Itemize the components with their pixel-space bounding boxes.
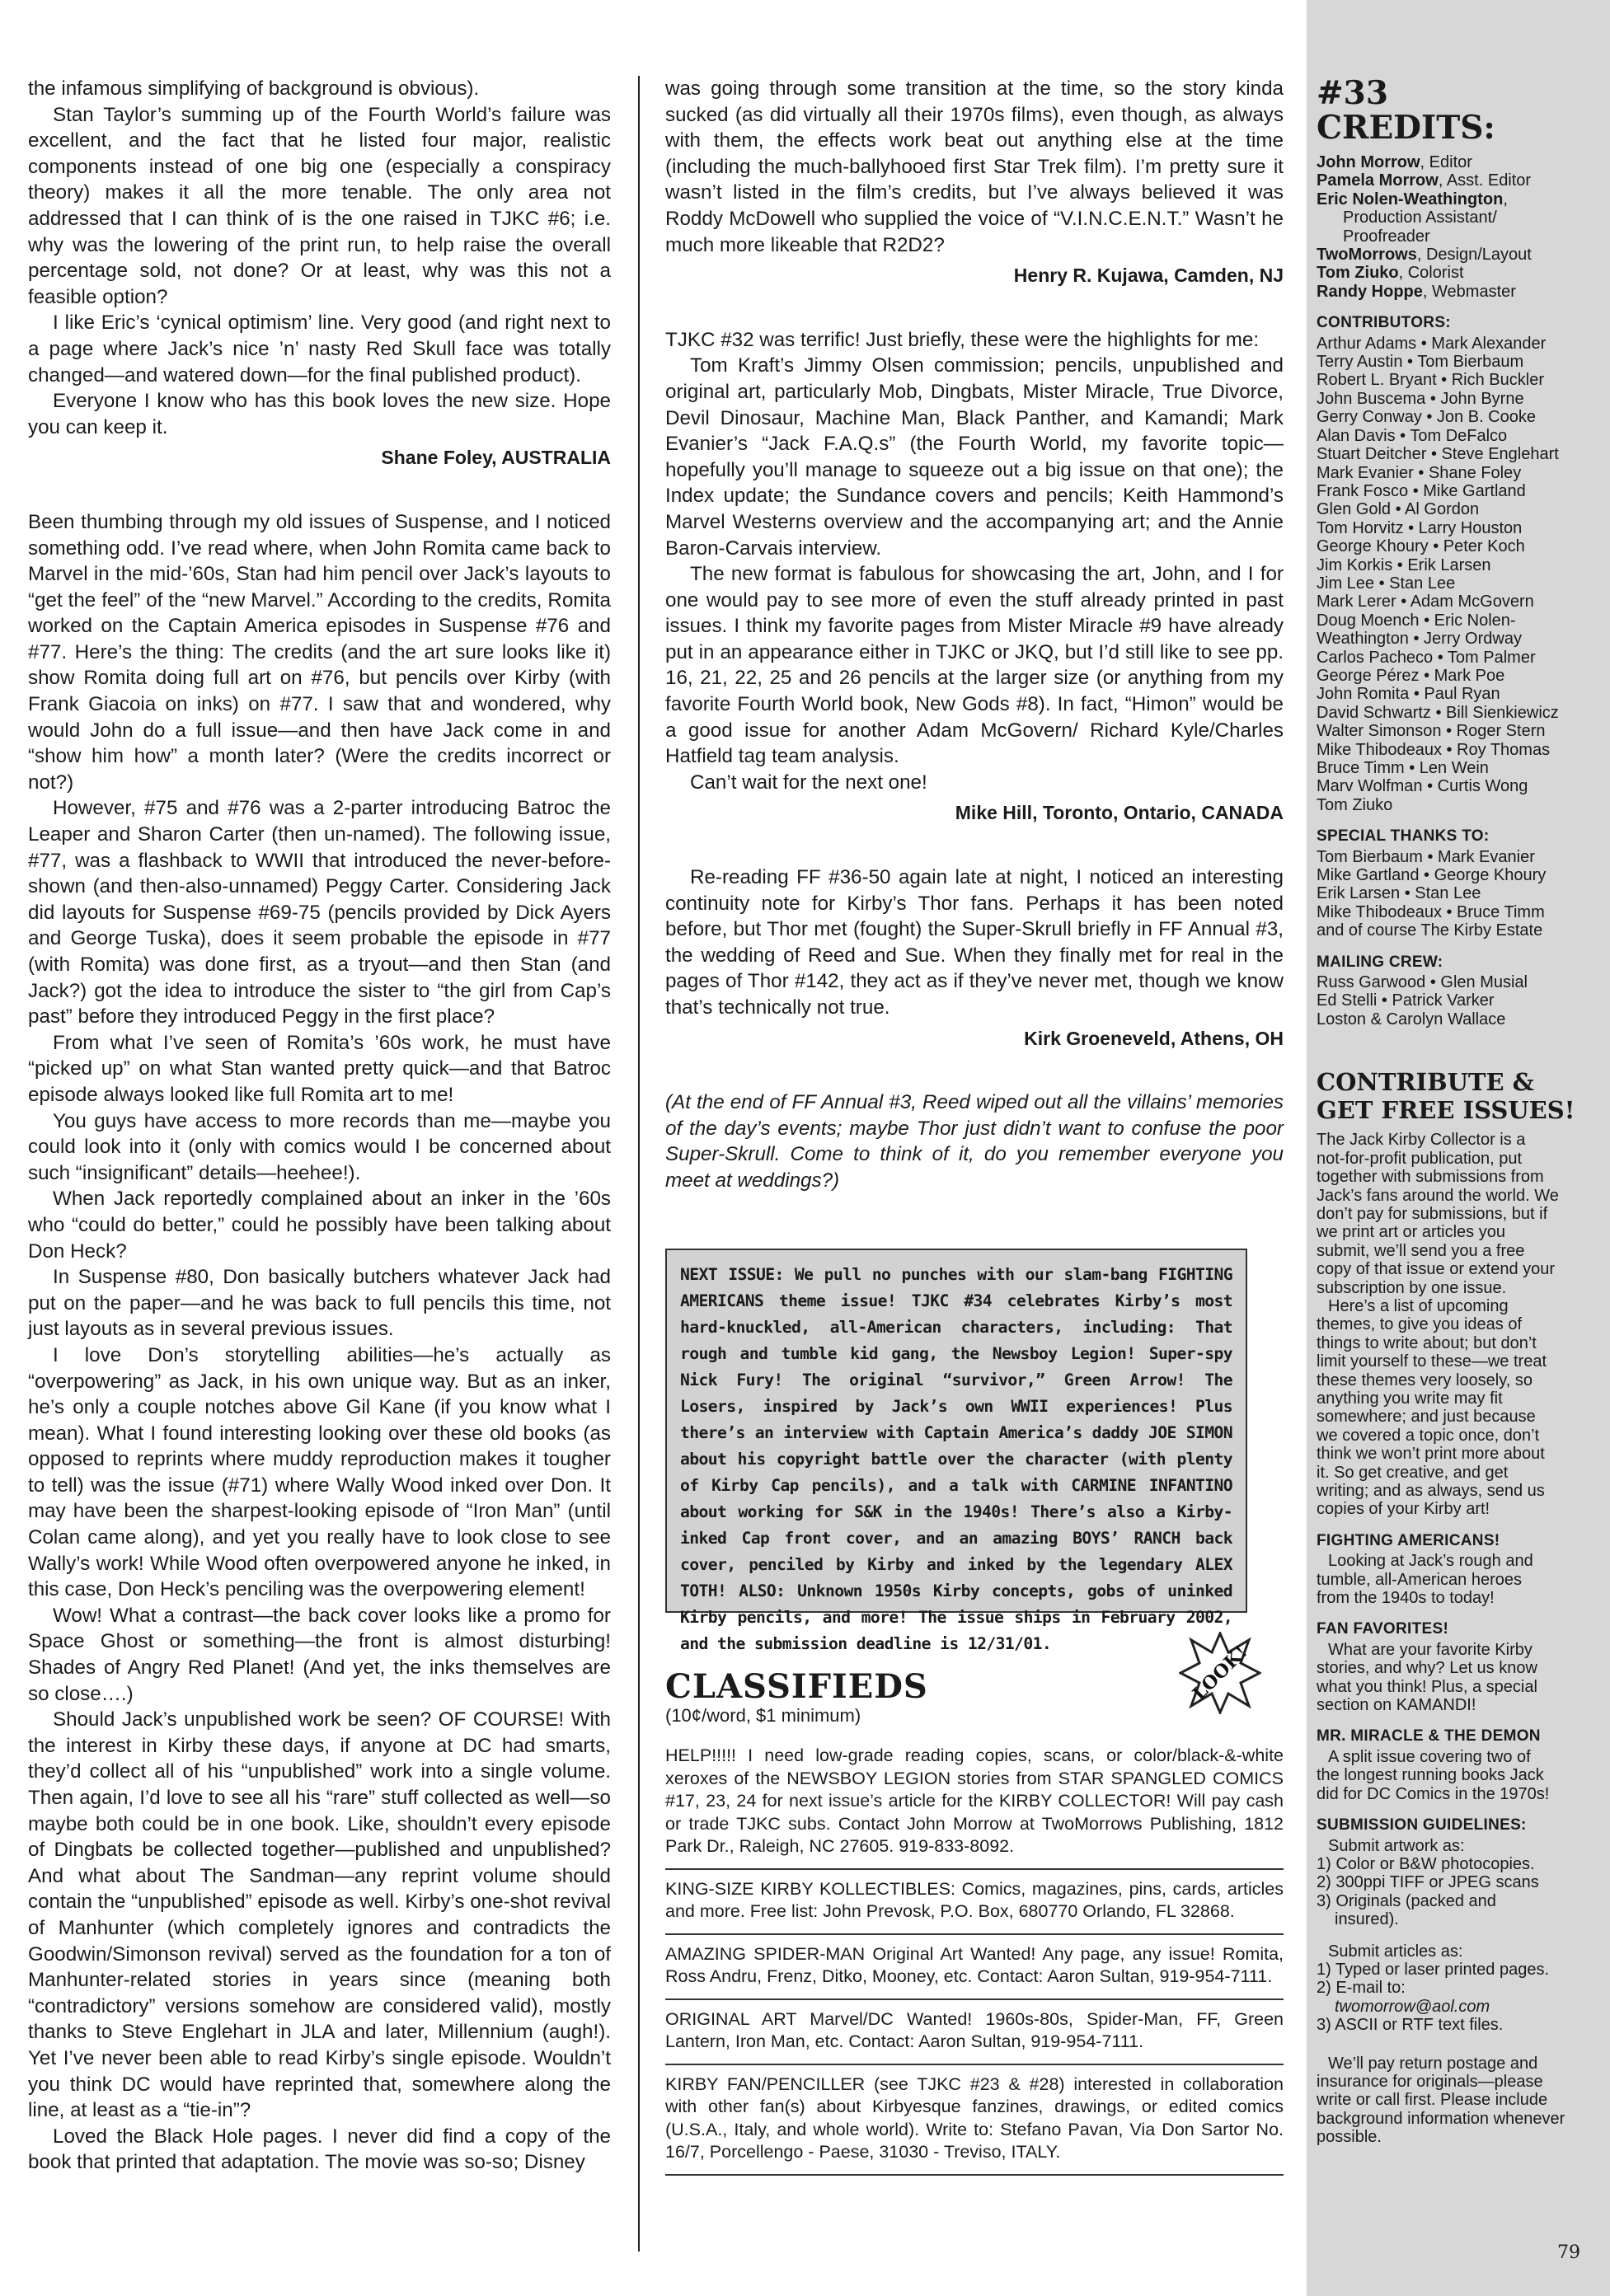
letter-signature: Kirk Groeneveld, Athens, OH (1024, 1027, 1284, 1049)
themes-line: these themes very loosely, so (1317, 1371, 1533, 1389)
staff-name: John Morrow (1317, 153, 1420, 171)
classified-ad: KING-SIZE KIRBY KOLLECTIBLES: Comics, magazines, pins, cards, articles and more. Free list: John Prevosk, P.O. Box, 680770 Orlando, FL 32868. (665, 1870, 1284, 1935)
contribute-line: Jack’s fans around the world. We (1317, 1186, 1559, 1205)
contributor-line: Frank Fosco • Mike Gartland (1317, 481, 1526, 500)
topic-line: A split issue covering two of (1328, 1747, 1531, 1766)
guideline-line: Submit artwork as: (1328, 1836, 1465, 1855)
contribute-text (1317, 1131, 1577, 1297)
guideline-line: 2) E-mail to: (1317, 1979, 1406, 1998)
letter-paragraph: The new format is fabulous for showcasing the art, John, and I for one would pay to see more of even the stuff already printed in past issues. I think my favorite pages from Mister Miracle #9 have already put in an appearance either in TJKC or JKQ, but I’d still like to see pp. 16, 21, 22, 25 and 26 pencils at the larger size (or anything from my favorite Fourth World book, New Gods #8). In fact, “Himon” would be a good issue for another Adam McGovern/ Richard Kyle/Charles Hatfield tag team analysis. (665, 563, 1284, 768)
themes-line: Here’s a list of upcoming (1328, 1296, 1509, 1315)
letter-paragraph: You guys have access to more records than me—maybe you could look into it (only with comics would I be concerned about such “insignificant” details—heehee!). (28, 1109, 611, 1184)
topic-line: stories, and why? Let us know (1317, 1659, 1537, 1678)
contributors-list (1317, 335, 1577, 815)
contributor-line: Tom Ziuko (1317, 795, 1393, 814)
topic-line: from the 1940s to today! (1317, 1589, 1495, 1608)
contributor-line: George Pérez • Mark Poe (1317, 666, 1505, 685)
classified-ads (665, 1736, 1284, 2176)
staff-name: TwoMorrows (1317, 246, 1417, 265)
mailing-heading: MAILING CREW: (1317, 953, 1443, 971)
guideline-line: 3) Originals (packed and (1317, 1891, 1496, 1910)
staff-role: , Editor (1420, 153, 1472, 171)
staff-role: , Webmaster (1422, 282, 1516, 301)
contributor-line: Walter Simonson • Roger Stern (1317, 722, 1546, 741)
letter-paragraph: Wow! What a contrast—the back cover looks like a promo for Space Ghost or something—the front is almost disturbing! Shades of Angry Red Planet! (And yet, the inks themselves are so close….) (28, 1604, 611, 1705)
contributor-line: Mark Evanier • Shane Foley (1317, 463, 1522, 482)
themes-line: somewhere; and just because (1317, 1408, 1536, 1427)
letter-signature: Mike Hill, Toronto, Ontario, CANADA (955, 802, 1284, 824)
contributor-line: Mark Lerer • Adam McGovern (1317, 593, 1534, 611)
staff-role: , Colorist (1398, 264, 1464, 283)
staff-list (1317, 153, 1577, 301)
mailing-line: Loston & Carolyn Wallace (1317, 1010, 1506, 1029)
returns-line: background information whenever (1317, 2109, 1565, 2128)
classified-ad: HELP!!!!! I need low-grade reading copies, scans, or color/black-&-white xeroxes of the NEWSBOY LEGION stories from STAR SPANGLED COMICS #17, 23, 24 for next issue’s article for the KIRBY COLLECTOR! Will pay cash or trade TJKC subs. Contact John Morrow at TwoMorrows Publishing, 1812 Park Dr., Raleigh, NC 27605. 919-833-8092. (665, 1736, 1284, 1870)
thanks-line: Tom Bierbaum • Mark Evanier (1317, 847, 1535, 866)
topic-line: Looking at Jack’s rough and (1328, 1552, 1533, 1571)
next-issue-box (665, 1249, 1247, 1653)
letter-paragraph: I like Eric’s ‘cynical optimism’ line. Very good (and right next to a page where Jack’s nice ’n’ nasty Red Skull face was totally changed—and watered down—for the final published product). (28, 312, 611, 387)
staff-role: Production Assistant/ (1343, 209, 1497, 227)
themes-line: we covered a topic once, don’t (1317, 1426, 1540, 1445)
contribute-line: we print art or articles you (1317, 1223, 1505, 1242)
letter-paragraph: Stan Taylor’s summing up of the Fourth World’s failure was excellent, and the fact that he listed four major, realistic components instead of one big one (especially a conspiracy theory) makes it all the more tenable. The only area not addressed that I can think of is the one raised in TJKC #6; i.e. why was the lowering of the print run, to help raise the overall percentage sold, not done? Or at least, why was this not a feasible option? (28, 103, 611, 308)
topic-heading: FAN FAVORITES! (1317, 1620, 1449, 1638)
letters-column-right (665, 76, 1284, 1194)
contributor-line: Tom Horvitz • Larry Houston (1317, 518, 1523, 537)
classified-ad: AMAZING SPIDER-MAN Original Art Wanted! Any page, any issue! Romita, Ross Andru, Frenz, Ditko, Mooney, etc. Contact: Aaron Sultan, 919-954-7111. (665, 1935, 1284, 2000)
page-number: 79 (1557, 2242, 1580, 2263)
returns-line: write or call first. Please include (1317, 2091, 1548, 2110)
guideline-line: Submit articles as: (1328, 1942, 1463, 1961)
contributor-line: Glen Gold • Al Gordon (1317, 500, 1480, 519)
contributor-line: Terry Austin • Tom Bierbaum (1317, 353, 1524, 372)
guidelines-heading: SUBMISSION GUIDELINES: (1317, 1816, 1527, 1834)
thanks-line: Mike Gartland • George Khoury (1317, 866, 1547, 885)
guidelines-articles (1317, 1942, 1577, 2035)
staff-entry (1317, 190, 1577, 209)
thanks-heading: SPECIAL THANKS TO: (1317, 827, 1490, 846)
contributor-line: John Romita • Paul Ryan (1317, 685, 1500, 704)
staff-entry (1317, 153, 1577, 171)
letter-signature: Shane Foley, AUSTRALIA (381, 447, 611, 469)
letter-paragraph: was going through some transition at the time, so the story kinda sucked (as did virtually all their 1970s films), even though, as always with them, the effects work beat out anything else at the time (including the much-ballyhooed first Star Trek film). I’m pretty sure it wasn’t listed in the film’s credits, but I’ve always believed it was Roddy McDowell who supplied the voice of “V.I.N.C.E.N.T.” Wasn’t he much more likeable that R2D2? (665, 77, 1284, 256)
classifieds-section (665, 1669, 1284, 2176)
contribute-line: don’t pay for submissions, but if (1317, 1204, 1548, 1223)
returns-line: insurance for originals—please (1317, 2072, 1543, 2091)
letter-paragraph: Been thumbing through my old issues of Suspense, and I noticed something odd. I’ve read where, when John Romita came back to Marvel in the mid-’60s, Stan had him pencil over Jack’s layouts to “get the feel” of the “new Marvel.” According to the credits, Romita worked on the Captain America episodes in Suspense #76 and #77. Here’s the thing: The credits (and the art sure looks like it) show Romita doing full art on #76, but pencils over Kirby (with Frank Giacoia on inks) on #77. I saw that and wondered, why would John do a full issue—and then have Jack come in and “show him how” a month later? (Were the credits incorrect or not?) (28, 510, 611, 794)
letter-paragraph: However, #75 and #76 was a 2-parter introducing Batroc the Leaper and Sharon Carter (then un-named). The following issue, #77, was a flashback to WWII that introduced the never-before-shown (and then-also-unnamed) Peggy Carter. Considering Jack did layouts for Suspense #69-75 (pencils provided by Dick Ayers and George Tuska), does it seem probable the episode in #77 (with Romita) was done first, as a tryout—and then Stan (and Jack?) got the idea to introduce the sister to “the girl from Cap’s past” before they introduced Peggy in the first place? (28, 797, 611, 1029)
credits-sidebar (1307, 0, 1610, 2296)
topic-line: the longest running books Jack (1317, 1766, 1544, 1785)
staff-entry (1317, 171, 1577, 190)
topic-line: tumble, all-American heroes (1317, 1570, 1522, 1589)
thanks-line: and of course The Kirby Estate (1317, 921, 1543, 940)
topics-list (1317, 1532, 1577, 1803)
themes-line: things to write about; but don’t (1317, 1333, 1537, 1352)
topic-heading: MR. MIRACLE & THE DEMON (1317, 1727, 1541, 1745)
themes-line: limit yourself to these—we treat (1317, 1352, 1547, 1371)
contribute-title: CONTRIBUTE & GET FREE ISSUES! (1317, 1068, 1575, 1125)
contributor-line: Gerry Conway • Jon B. Cooke (1317, 408, 1536, 427)
returns-line: possible. (1317, 2128, 1382, 2147)
letter-paragraph: From what I’ve seen of Romita’s ’60s work, he must have “picked up” on what Stan wanted pretty quick—and that Batroc episode always looked like full Romita art to me! (28, 1031, 611, 1106)
mailing-line: Ed Stelli • Patrick Varker (1317, 991, 1495, 1010)
contributor-line: Arthur Adams • Mark Alexander (1317, 334, 1547, 353)
letter-paragraph: I love Don’s storytelling abilities—he’s actually as “overpowering” as Jack, in his own unique way. But as an inker, he’s only a couple notches above Gil Kane (if you know what I mean). What I found interesting looking over these old books (as opposed to reprints where muddy reproduction makes it tougher to tell) was the issue (#71) where Wally Wood inked over Don. It may have been the sharpest-looking episode of “Iron Man” (until Colan came along), and yet you really have to look close to see Wally’s work! While Wood often overpowered anyone he inked, in this case, Don Heck’s penciling was the overpowering element! (28, 1343, 611, 1601)
staff-name: Randy Hoppe (1317, 282, 1423, 301)
topic-line: What are your favorite Kirby (1328, 1640, 1533, 1659)
classifieds-title: CLASSIFIEDS (665, 1667, 928, 1706)
contributor-line: Alan Davis • Tom DeFalco (1317, 426, 1508, 445)
contributor-line: Mike Thibodeaux • Roy Thomas (1317, 740, 1551, 759)
staff-entry (1317, 283, 1577, 301)
guideline-line: 3) ASCII or RTF text files. (1317, 2016, 1504, 2035)
guideline-line: 2) 300ppi TIFF or JPEG scans (1317, 1873, 1539, 1892)
classified-ad: KIRBY FAN/PENCILLER (see TJKC #23 & #28) interested in collaboration with other fan(s) about Kirbyesque fanzines, drawings, or edited comics (U.S.A., Italy, and whole world). Write to: Stefano Pavan, Via Don Sartor No. 16/7, Porcellengo - Paese, 31030 - Treviso, ITALY. (665, 2065, 1284, 2176)
contributor-line: George Khoury • Peter Koch (1317, 537, 1525, 556)
mailing-line: Russ Garwood • Glen Musial (1317, 973, 1528, 992)
look-badge-text: LOOK! (1188, 1641, 1252, 1705)
topic-line: section on KAMANDI! (1317, 1696, 1476, 1715)
themes-line: think we won’t print more about (1317, 1445, 1545, 1464)
letter-paragraph: In Suspense #80, Don basically butchers whatever Jack had put on the paper—and he was back to full pencils this time, not just layouts as in several previous issues. (28, 1266, 611, 1341)
staff-entry (1317, 264, 1577, 282)
themes-line: copies of your Kirby art! (1317, 1500, 1490, 1519)
staff-entry (1317, 246, 1577, 264)
topic-line: what you think! Plus, a special (1317, 1677, 1537, 1696)
thanks-line: Mike Thibodeaux • Bruce Timm (1317, 902, 1545, 921)
staff-role: , (1503, 190, 1508, 209)
themes-line: writing; and as always, send us (1317, 1482, 1545, 1500)
guideline-line: 1) Typed or laser printed pages. (1317, 1960, 1550, 1979)
contributor-line: John Buscema • John Byrne (1317, 389, 1524, 408)
contributor-line: Robert L. Bryant • Rich Buckler (1317, 371, 1544, 390)
column-divider (638, 76, 640, 2251)
contributor-line: Carlos Pacheco • Tom Palmer (1317, 648, 1536, 667)
editor-note: (At the end of FF Annual #3, Reed wiped out all the villains’ memories of the day’s events; maybe Thor just didn’t want to confuse the poor Super-Skrull. Come to think of it, do you remember everyone you meet at weddings?) (665, 1091, 1284, 1192)
contributor-line: Marv Wolfman • Curtis Wong (1317, 777, 1528, 796)
letter-paragraph: When Jack reportedly complained about an inker in the ’60s who “could do better,” could he possibly have been talking about Don Heck? (28, 1188, 611, 1263)
letters-column-left (28, 76, 611, 2176)
letter-paragraph: TJKC #32 was terrific! Just briefly, these were the highlights for me: (665, 328, 1260, 351)
staff-entry (1343, 227, 1577, 246)
contributor-line: Jim Lee • Stan Lee (1317, 574, 1456, 593)
themes-line: it. So get creative, and get (1317, 1463, 1509, 1482)
contributor-line: Stuart Deitcher • Steve Englehart (1317, 445, 1559, 464)
staff-name: Pamela Morrow (1317, 171, 1439, 190)
thanks-list (1317, 848, 1577, 940)
guidelines-art (1317, 1837, 1577, 1929)
returns-line: We’ll pay return postage and (1328, 2054, 1538, 2073)
contribute-line: not-for-profit publication, put (1317, 1149, 1523, 1168)
topic-line: did for DC Comics in the 1970s! (1317, 1784, 1550, 1803)
themes-line: anything you write may fit (1317, 1389, 1503, 1408)
contribute-line: submit, we’ll send you a free (1317, 1241, 1525, 1260)
staff-role: , Design/Layout (1416, 246, 1532, 265)
staff-entry (1343, 209, 1577, 227)
contribute-line: subscription by one issue. (1317, 1278, 1507, 1297)
staff-role: Proofreader (1343, 227, 1430, 246)
letter-paragraph: Loved the Black Hole pages. I never did find a copy of the book that printed that adaptation. The movie was so-so; Disney (28, 2125, 611, 2174)
classified-ad: ORIGINAL ART Marvel/DC Wanted! 1960s-80s, Spider-Man, FF, Green Lantern, Iron Man, etc. Contact: Aaron Sultan, 919-954-7111. (665, 2000, 1284, 2065)
contributor-line: David Schwartz • Bill Sienkiewicz (1317, 703, 1559, 722)
letter-paragraph: Should Jack’s unpublished work be seen? OF COURSE! With the interest in Kirby these days, if anyone at DC had smarts, they’d collect all of his “unpublished” work into a single volume. Then again, I’d love to see all his “rare” stuff collected as well—so maybe both could be in one book. Like, shouldn’t every episode of Dingbats be collected together—published and unpublished? And what about The Sandman—any reprint volume should contain the “unpublished” episode as well. Kirby’s one-shot revival of Manhunter (which completely ignores and contradicts the Goodwin/Simonson revival) served as the foundation for a ton of Manhunter-related stories in years since (meaning both “contradictory” versions somehow are considered valid), mostly thanks to Steve Englehart in JLA and later, Millennium (augh!). Yet I’ve never been able to read Kirby’s single episode. Wouldn’t you think DC would have reprinted that, somewhere along the line, at least as a “tie-in”? (28, 1708, 611, 2122)
returns-text (1317, 2055, 1577, 2147)
staff-name: Tom Ziuko (1317, 264, 1399, 283)
contributors-heading: CONTRIBUTORS: (1317, 314, 1451, 332)
contribute-line: The Jack Kirby Collector is a (1317, 1131, 1526, 1150)
credits-title: #33 CREDITS: (1317, 74, 1495, 147)
next-issue-text: NEXT ISSUE: We pull no punches with our slam-bang FIGHTING AMERICANS theme issue! TJKC #34 celebrates Kirby’s most hard-knuckled, all-American characters, including: That rough and tumble kid gang, the Newsboy Legion! Super-spy Nick Fury! The original “survivor,” Green Arrow! The Losers, inspired by Jack’s own WWII experiences! Plus there’s an interview with Captain America’s daddy JOE SIMON about his copyright battle over the character (with plenty of Kirby Cap pencils), and a talk with CARMINE INFANTINO about working for S&K in the 1940s! There’s also a Kirby-inked Cap front cover, and an amazing BOYS’ RANCH back cover, penciled by Kirby and inked by the legendary ALEX TOTH! ALSO: Unknown 1950s Kirby concepts, gobs of uninked Kirby pencils, and more! The issue ships in February 2002, and the submission deadline is 12/31/01. (680, 1265, 1232, 1653)
classifieds-rate: (10¢/word, $1 minimum) (665, 1705, 861, 1726)
letter-paragraph: Tom Kraft’s Jimmy Olsen commission; pencils, unpublished and original art, particularly Mob, Dingbats, Mister Miracle, True Divorce, Devil Dinosaur, Machine Man, Black Panther, and Kamandi; Mark Evanier’s “Jack F.A.Q.s” (the Fourth World, my favorite topic—hopefully you’ll manage to squeeze out a big issue on that one); the Index update; the Sundance covers and pencils; Keith Hammond’s Marvel Westerns overview and the accompanying art; and the Annie Baron-Carvais interview. (665, 354, 1284, 560)
right-letters (665, 76, 1284, 1052)
letter-paragraph: Can’t wait for the next one! (690, 771, 927, 794)
letter-paragraph: Everyone I know who has this book loves the new size. Hope you can keep it. (28, 390, 611, 438)
contributor-line: Weathington • Jerry Ordway (1317, 630, 1522, 649)
contributor-line: Doug Moench • Eric Nolen- (1317, 611, 1516, 630)
staff-role: , Asst. Editor (1438, 171, 1532, 190)
thanks-line: Erik Larsen • Stan Lee (1317, 884, 1481, 903)
staff-name: Eric Nolen-Weathington (1317, 190, 1504, 209)
letter-paragraph: the infamous simplifying of background is obvious). (28, 77, 480, 100)
topic-heading: FIGHTING AMERICANS! (1317, 1531, 1500, 1549)
contributor-line: Bruce Timm • Len Wein (1317, 759, 1489, 777)
mailing-list (1317, 973, 1577, 1029)
contribute-line: together with submissions from (1317, 1168, 1544, 1187)
letter-signature: Henry R. Kujawa, Camden, NJ (1013, 265, 1284, 287)
guideline-line: insured). (1335, 1910, 1399, 1929)
letter-paragraph: Re-reading FF #36-50 again late at night, I noticed an interesting continuity note for Kirby’s Thor fans. Perhaps it has been noted before, but Thor met (fought) the Super-Skrull briefly in FF Annual #3, the wedding of Reed and Sue. When they finally met for real in the pages of Thor #142, they act as if they’ve never met, though we know that’s technically not true. (665, 866, 1284, 1019)
guideline-line: 1) Color or B&W photocopies. (1317, 1854, 1535, 1873)
themes-line: themes, to give you ideas of (1317, 1315, 1523, 1334)
guideline-line: twomorrow@aol.com (1335, 1997, 1490, 2016)
contributor-line: Jim Korkis • Erik Larsen (1317, 555, 1491, 574)
themes-text (1317, 1297, 1577, 1519)
contribute-line: copy of that issue or extend your (1317, 1260, 1556, 1279)
